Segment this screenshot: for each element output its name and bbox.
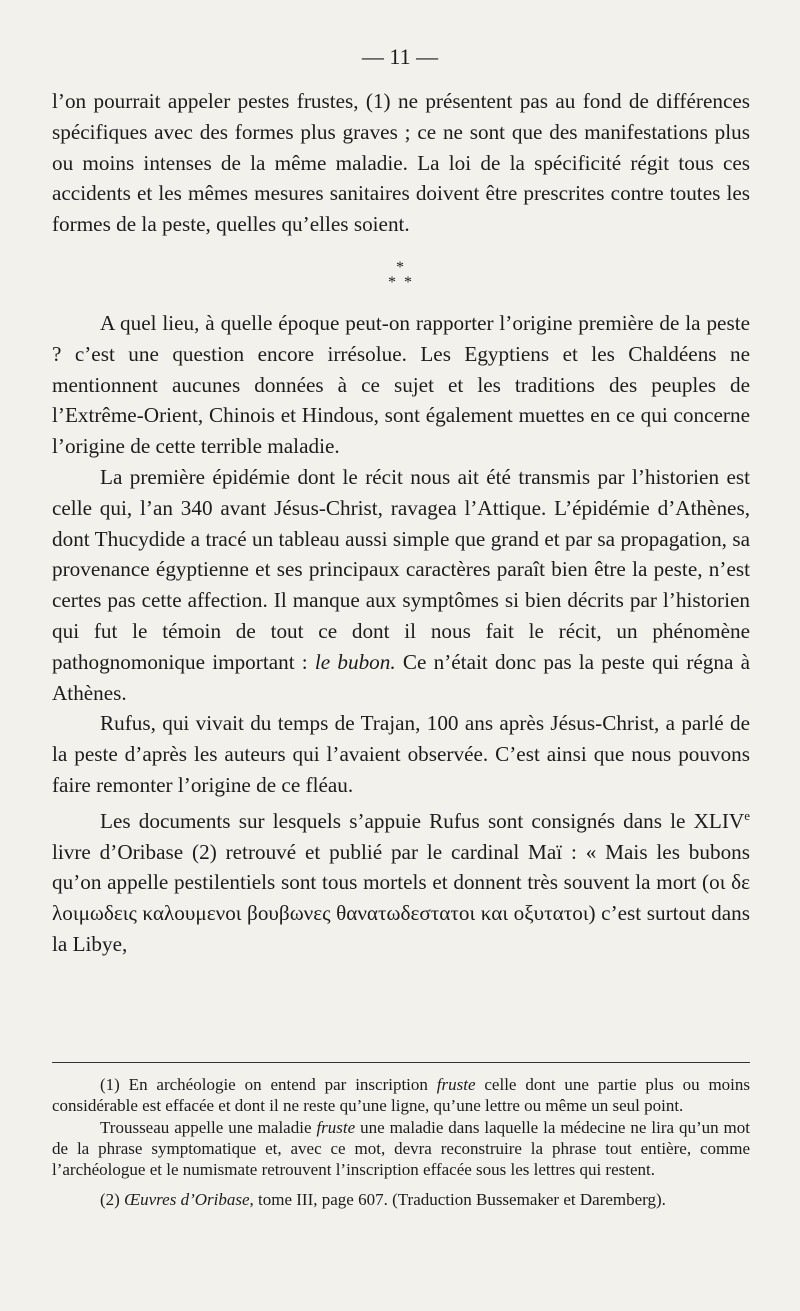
footnote-1b-italic: fruste	[316, 1117, 356, 1137]
footnote-2-italic: Œuvres d’Oribase	[124, 1190, 250, 1210]
footnote-1-italic: fruste	[436, 1075, 476, 1094]
footnote-1-text-end: celle dont une partie plus ou moins considérable est effacée et dont il ne reste qu’une ligne, qu’une lettre ou même un seul point.	[52, 1075, 751, 1116]
paragraph-4: Rufus, qui vivait du temps de Trajan, 100 ans après Jésus-Christ, a parlé de la peste d’après les auteurs qui l’avaient observée. C’est ainsi que nous pouvons faire remonter l’origine de ce fléau.	[52, 711, 750, 797]
body-text	[52, 86, 750, 960]
asterism-divider	[52, 260, 750, 290]
footnotes	[52, 1074, 750, 1211]
page-number: — 11 —	[361, 44, 439, 69]
paragraph-3-text-end: Ce n’était donc pas la peste qui régna à Athènes.	[52, 649, 750, 705]
asterism-top: *	[396, 258, 406, 276]
footnote-2-text-end: , tome III, page 607. (Traduction Bussemaker et Daremberg).	[249, 1190, 666, 1210]
paragraph-3	[52, 462, 750, 708]
footnote-1b-text-end: une maladie dans laquelle la médecine ne lira qu’un mot de la phrase symptomatique et, avec ce mot, devra reconstruire la phrase tout entière, comme l’archéologue et le numismate retrouvent l’inscription effacée sous les lettres qui restent.	[52, 1117, 750, 1180]
footnote-1	[52, 1074, 750, 1117]
paragraph-5-text: Les documents sur lesquels s’appuie Rufus sont consignés dans le XLIV	[100, 808, 745, 833]
footnote-rule	[52, 1062, 750, 1063]
footnote-2	[52, 1189, 750, 1210]
paragraph-3-italic: le bubon.	[314, 649, 396, 674]
paragraph-3-text: La première épidémie dont le récit nous ait été transmis par l’historien est celle qui, l’an 340 avant Jésus-Christ, ravagea l’Attique. L’épidémie d’Athènes, dont Thucydide a tracé un tableau aussi simple que grand et par sa propagation, sa provenance égyptienne et ses principaux caractères paraît bien être la peste, n’est certes pas cette affection. Il manque aux symptômes si bien décrits par l’historien qui fut le témoin de tout ce dont il nous fait le récit, un phénomène pathognomonique important :	[52, 464, 750, 674]
paragraph-2: A quel lieu, à quelle époque peut-on rapporter l’origine première de la peste ? c’est une question encore irrésolue. Les Egyptiens et les Chaldéens ne mentionnent aucunes données à ce sujet et les traditions des peuples de l’Extrême-Orient, Chinois et Hindous, sont également muettes en ce qui concerne l’origine de cette terrible maladie.	[52, 310, 750, 459]
footnote-2-text: (2)	[100, 1190, 125, 1210]
paragraph-5-text-end: livre d’Oribase (2) retrouvé et publié par le cardinal Maï : « Mais les bubons qu’on appelle pestilentiels sont tous mortels et donnent très souvent la mort (οι δε λοιμωδεις καλουμενοι βουβωνες θανατωδεστατοι και οξυτατοι) c’est surtout dans la Libye,	[52, 839, 750, 956]
footnote-1b-text: Trousseau appelle une maladie	[100, 1117, 317, 1137]
footnote-1-continued	[52, 1117, 750, 1181]
paragraph-5-superscript: e	[744, 807, 750, 823]
paragraph-1: l’on pourrait appeler pestes frustes, (1) ne présentent pas au fond de différences spécifiques avec des formes plus graves ; ce ne sont que des manifestations plus ou moins intenses de la même maladie. La loi de la spécificité régit tous ces accidents et les mêmes mesures sanitaires doivent être prescrites contre toutes les formes de la peste, quelles qu’elles soient.	[52, 89, 750, 237]
paragraph-5	[52, 801, 750, 960]
footnote-1-text: (1) En archéologie on entend par inscription	[100, 1075, 437, 1094]
asterism-bottom: * *	[388, 273, 414, 291]
